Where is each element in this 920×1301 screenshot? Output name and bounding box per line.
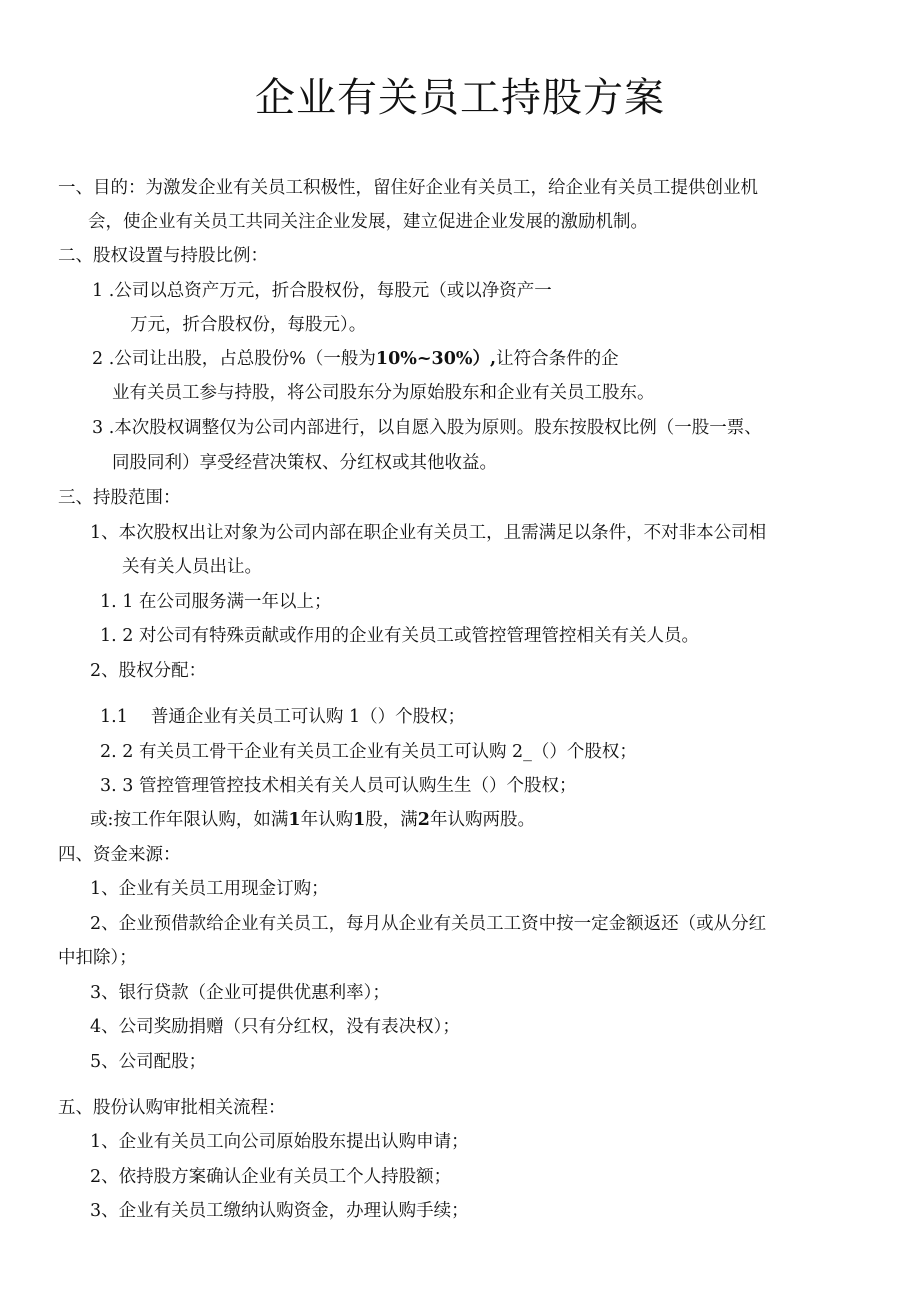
alt-years-1: 1 <box>288 810 301 830</box>
item-4-2-line-2: 中扣除）； <box>58 948 137 968</box>
item-2-2-line-2: 业有关员工参与持股，将公司股东分为原始股东和企业有关员工股东。 <box>112 383 655 403</box>
item-2-3-line-2: 同股同利）享受经营决策权、分红权或其他收益。 <box>112 453 497 473</box>
alt-text-b: 年认购 <box>300 810 354 830</box>
item-3-1-line-1: 1、本次股权出让对象为公司内部在职企业有关员工，且需满足以条件，不对非本公司相 <box>90 523 767 543</box>
item-2-3-line-1: 3 .本次股权调整仅为公司内部进行，以自愿入股为原则。股东按股权比例（一股一票、 <box>92 418 762 438</box>
item-5-3: 3、企业有关员工缴纳认购资金，办理认购手续； <box>90 1201 469 1221</box>
item-4-5: 5、公司配股； <box>90 1052 207 1072</box>
item-5-2: 2、依持股方案确认企业有关员工个人持股额； <box>90 1167 452 1187</box>
item-3-1-2: 1. 2 对公司有特殊贡献或作用的企业有关员工或管控管理管控相关有关人员。 <box>100 626 699 646</box>
section-2-heading: 二、股权设置与持股比例： <box>58 246 268 266</box>
alt-text-d: 年认购两股。 <box>429 810 535 830</box>
item-3-2-heading: 2、股权分配： <box>90 661 207 681</box>
item-3-1-1: 1. 1 在公司服务满一年以上； <box>100 592 332 612</box>
section-1-purpose-line-2: 会，使企业有关员工共同关注企业发展，建立促进企业发展的激励机制。 <box>88 212 648 232</box>
alt-shares-1: 1 <box>353 810 366 830</box>
item-3-2-2: 2. 2 有关员工骨干企业有关员工企业有关员工可认购 2_（）个股权； <box>100 742 637 762</box>
section-1-purpose-line-1: 一、目的：为激发企业有关员工积极性，留住好企业有关员工，给企业有关员工提供创业机 <box>58 178 758 198</box>
item-3-2-3: 3. 3 管控管理管控技术相关有关人员可认购生生（）个股权； <box>100 776 577 796</box>
item-2-2-percent-range: 10%~30%）, <box>375 349 497 369</box>
item-4-2-line-1: 2、企业预借款给企业有关员工，每月从企业有关员工工资中按一定金额返还（或从分红 <box>90 914 767 934</box>
item-5-1: 1、企业有关员工向公司原始股东提出认购申请； <box>90 1132 469 1152</box>
item-2-2-text-a: 2 .公司让出股，占总股份%（一般为 <box>92 349 376 369</box>
section-5-heading: 五、股份认购审批相关流程： <box>58 1098 286 1118</box>
item-3-2-1: 1.1 普通企业有关员工可认购 1（）个股权； <box>100 707 466 727</box>
section-4-heading: 四、资金来源： <box>58 845 181 865</box>
item-4-1: 1、企业有关员工用现金订购； <box>90 879 329 899</box>
alt-text-c: 股，满 <box>365 810 418 830</box>
item-2-1-line-2: 万元，折合股权份，每股元）。 <box>130 315 367 335</box>
item-4-4: 4、公司奖励捐赠（只有分红权，没有表决权）； <box>90 1017 460 1037</box>
item-4-3: 3、银行贷款（企业可提供优惠利率）； <box>90 983 390 1003</box>
item-3-1-line-2: 关有关人员出让。 <box>122 557 262 577</box>
item-2-1-line-1: 1 .公司以总资产万元，折合股权份，每股元（或以净资产一 <box>92 281 552 301</box>
alt-text-a: 或:按工作年限认购，如满 <box>90 810 289 830</box>
document-title: 企业有关员工持股方案 <box>255 75 665 121</box>
item-2-2-line-1 <box>92 347 619 371</box>
section-3-heading: 三、持股范围： <box>58 488 181 508</box>
item-3-2-alternative <box>90 808 535 832</box>
alt-years-2: 2 <box>417 810 430 830</box>
item-2-2-text-b: 让符合条件的企 <box>496 349 619 369</box>
